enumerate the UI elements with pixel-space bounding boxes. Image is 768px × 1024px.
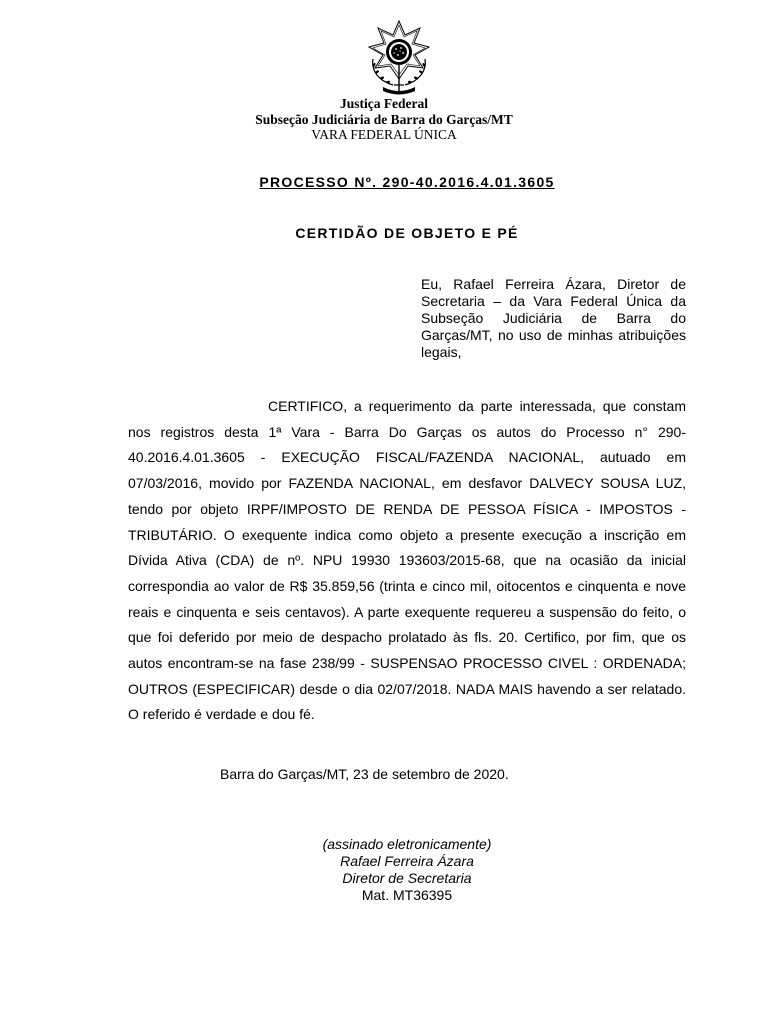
signer-role: Diretor de Secretaria [342, 870, 472, 886]
document-title: CERTIDÃO DE OBJETO E PÉ [295, 225, 519, 241]
court-name: Justiça Federal [339, 96, 429, 111]
signer-name: Rafael Ferreira Ázara [340, 853, 474, 869]
signature-block [0, 836, 768, 904]
court-division: VARA FEDERAL ÚNICA [311, 127, 457, 142]
certification-body: CERTIFICO, a requerimento da parte interessada, que constam nos registros desta 1ª Vara - Barra Do Garças os autos do Processo n° 290-40.2016.4.01.3605 - EXECUÇÃO FISCAL/FAZENDA NACIONAL, autuado em 07/03/2016, movido por FAZENDA NACIONAL, em desfavor DALVECY SOUSA LUZ, tendo por objeto IRPF/IMPOSTO DE RENDA DE PESSOA FÍSICA - IMPOSTOS - TRIBUTÁRIO. O exequente indica como objeto a presente execução a inscrição em Dívida Ativa (CDA) de nº. NPU 19930 193603/2015-68, que na ocasião da inicial correspondia ao valor de R$ 35.859,56 (trinta e cinco mil, oitocentos e cinquenta e nove reais e cinquenta e seis centavos). A parte exequente requereu a suspensão do feito, o que foi deferido por meio de despacho prolatado às fls. 20. Certifico, por fim, que os autos encontram-se na fase 238/99 - SUSPENSAO PROCESSO CIVEL : ORDENADA; OUTROS (ESPECIFICAR) desde o dia 02/07/2018. NADA MAIS havendo a ser relatado. O referido é verdade e dou fé. [128, 398, 686, 723]
place-and-date: Barra do Garças/MT, 23 de setembro de 2020. [220, 766, 509, 782]
signature-note: (assinado eletronicamente) [322, 836, 492, 852]
signer-registration: Mat. MT36395 [361, 887, 453, 903]
coat-of-arms-emblem [363, 19, 435, 95]
court-header [0, 96, 768, 143]
court-subsection: Subseção Judiciária de Barra do Garças/MT [255, 111, 513, 127]
intro-paragraph: Eu, Rafael Ferreira Ázara, Diretor de Secretaria – da Vara Federal Única da Subseção Judiciária de Barra do Garças/MT, no uso de minhas atribuições legais, [421, 276, 686, 360]
process-number: PROCESSO Nº. 290-40.2016.4.01.3605 [259, 174, 555, 190]
